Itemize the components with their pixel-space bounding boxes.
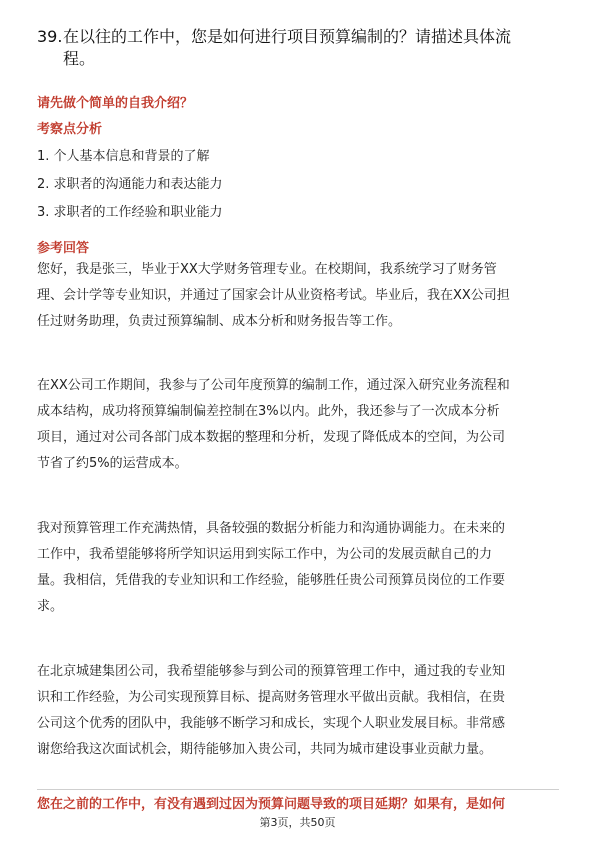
paragraph-line: 量。我相信，凭借我的专业知识和工作经验，能够胜任贵公司预算员岗位的工作要 <box>37 573 506 588</box>
list-item: 1. 个人基本信息和背景的了解 <box>37 149 210 164</box>
answer-heading: 参考回答 <box>37 241 90 256</box>
page-footer: 第3页，共50页 <box>259 816 336 829</box>
answer-paragraph <box>37 516 559 620</box>
paragraph-line: 成本结构，成功将预算编制偏差控制在3%以内。此外，我还参与了一次成本分析 <box>37 404 500 419</box>
question-text-line2: 程。 <box>63 49 96 68</box>
divider <box>37 789 559 790</box>
paragraph-line: 您好，我是张三，毕业于XX大学财务管理专业。在校期间，我系统学习了财务管 <box>37 262 497 277</box>
question-number: 39. <box>37 27 63 46</box>
next-question: 您在之前的工作中，有没有遇到过因为预算问题导致的项目延期？如果有，是如何 <box>37 797 506 812</box>
paragraph-line: 谢您给我这次面试机会，期待能够加入贵公司，共同为城市建设事业贡献力量。 <box>37 742 493 757</box>
paragraph-line: 在北京城建集团公司，我希望能够参与到公司的预算管理工作中，通过我的专业知 <box>37 664 506 679</box>
question-text-line1: 在以往的工作中，您是如何进行项目预算编制的？请描述具体流 <box>63 27 512 46</box>
answer-paragraph <box>37 659 559 763</box>
analysis-list <box>37 143 223 227</box>
answer-paragraph <box>37 373 559 477</box>
paragraph-line: 我对预算管理工作充满热情，具备较强的数据分析能力和沟通协调能力。在未来的 <box>37 521 506 536</box>
paragraph-line: 节省了约5%的运营成本。 <box>37 456 188 471</box>
answer-paragraph <box>37 257 559 335</box>
paragraph-line: 项目，通过对公司各部门成本数据的整理和分析，发现了降低成本的空间，为公司 <box>37 430 506 445</box>
paragraph-line: 识和工作经验，为公司实现预算目标、提高财务管理水平做出贡献。我相信，在贵 <box>37 690 506 705</box>
list-item: 3. 求职者的工作经验和职业能力 <box>37 205 223 220</box>
paragraph-line: 任过财务助理，负责过预算编制、成本分析和财务报告等工作。 <box>37 314 402 329</box>
paragraph-line: 公司这个优秀的团队中，我能够不断学习和成长，实现个人职业发展目标。非常感 <box>37 716 506 731</box>
paragraph-line: 工作中，我希望能够将所学知识运用到实际工作中，为公司的发展贡献自己的力 <box>37 547 493 562</box>
analysis-heading: 考察点分析 <box>37 122 103 137</box>
question-title <box>37 26 567 70</box>
paragraph-line: 在XX公司工作期间，我参与了公司年度预算的编制工作，通过深入研究业务流程和 <box>37 378 510 393</box>
paragraph-line: 求。 <box>37 599 64 614</box>
paragraph-line: 理、会计学等专业知识，并通过了国家会计从业资格考试。毕业后，我在XX公司担 <box>37 288 510 303</box>
list-item: 2. 求职者的沟通能力和表达能力 <box>37 177 223 192</box>
intro-heading: 请先做个简单的自我介绍？ <box>37 96 194 111</box>
